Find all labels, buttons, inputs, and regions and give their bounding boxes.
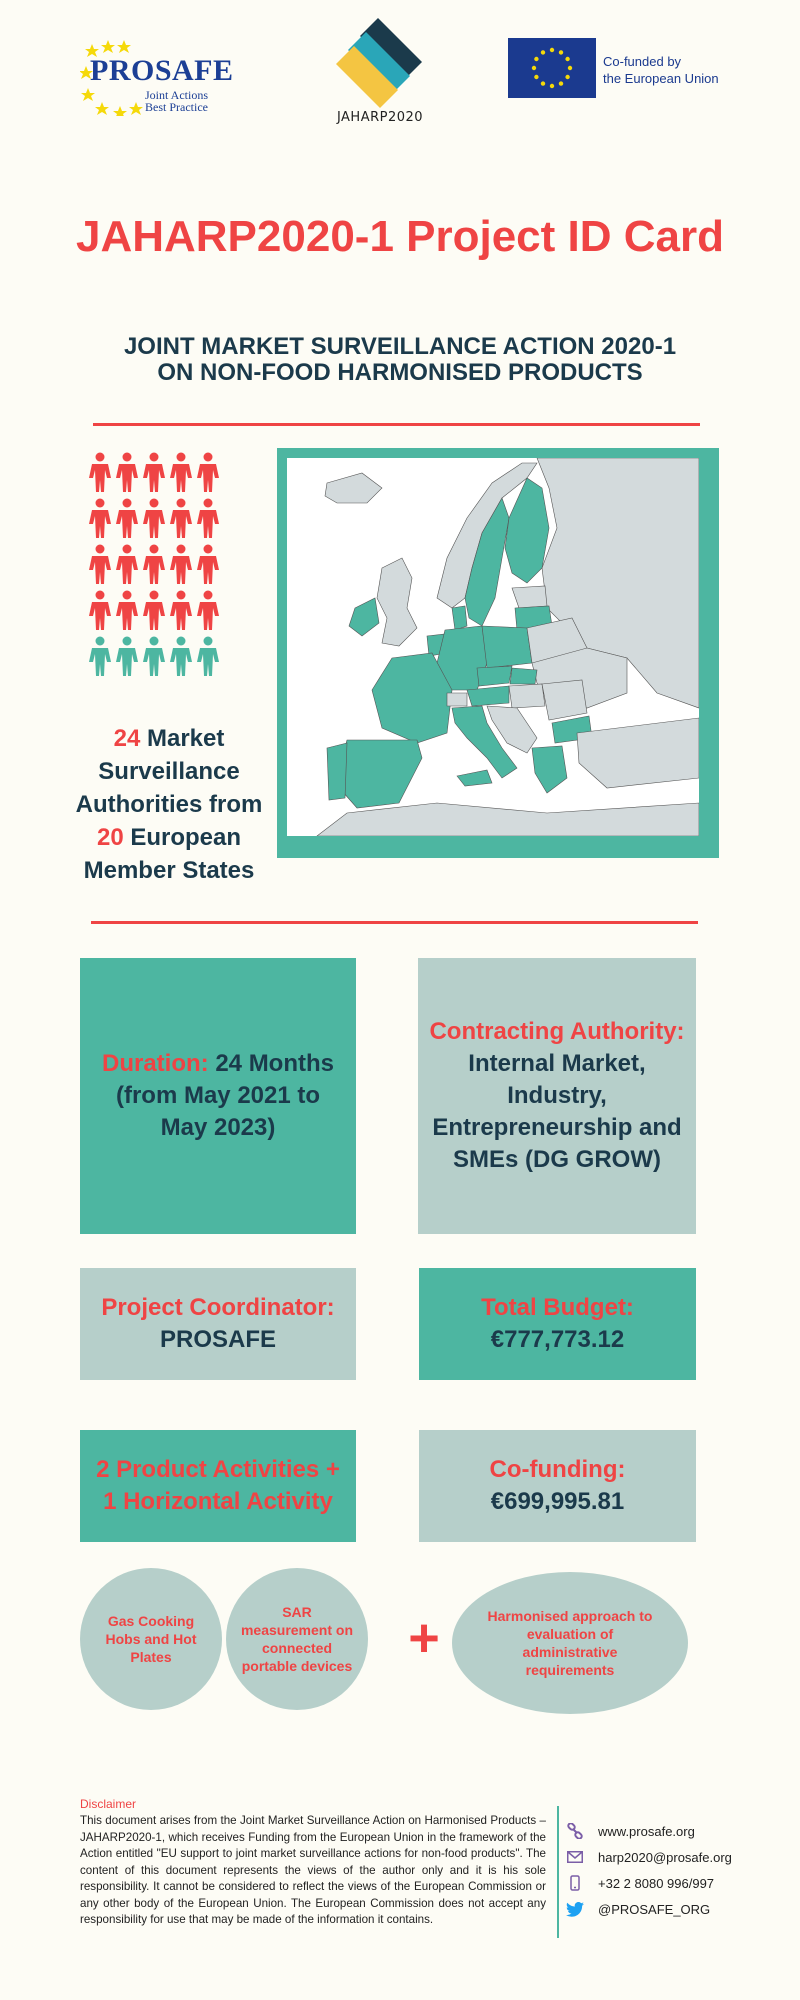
harmonised-approach-bubble: Harmonised approach to evaluation of administrative requirements <box>452 1572 688 1714</box>
project-coordinator-value: PROSAFE <box>159 1326 276 1353</box>
authorities-count: 24 <box>113 725 141 752</box>
duration-value: 24 Months (from May 2021 to May 2023) <box>115 1050 334 1141</box>
person-icon <box>197 453 219 493</box>
envelope-icon <box>566 1848 584 1866</box>
person-icon <box>116 637 138 677</box>
cofunding-value: €699,995.81 <box>490 1488 625 1515</box>
eu-logo <box>508 38 728 102</box>
page-title: JAHARP2020-1 Project ID Card <box>75 212 724 261</box>
jaharp-logo <box>330 18 430 128</box>
person-icon <box>89 545 111 585</box>
people-grid <box>88 452 228 692</box>
contact-phone[interactable] <box>566 1872 714 1894</box>
cofunding-label: Co-funding: <box>489 1456 626 1483</box>
person-icon <box>170 591 192 631</box>
person-icon <box>170 545 192 585</box>
person-icon <box>89 591 111 631</box>
authorities-text <box>66 722 272 887</box>
contact-twitter-text[interactable]: @PROSAFE_ORG <box>598 1901 711 1917</box>
person-icon <box>170 499 192 539</box>
subtitle-line: JOINT MARKET SURVEILLANCE ACTION 2020-1 <box>123 333 677 360</box>
authorities-label: Market Surveillance Authorities from <box>75 725 263 818</box>
person-icon <box>89 637 111 677</box>
prosafe-wordmark: PROSAFE <box>90 54 234 87</box>
person-icon <box>89 499 111 539</box>
person-icon <box>143 545 165 585</box>
prosafe-tagline: Joint Actions <box>145 88 209 102</box>
person-icon <box>170 637 192 677</box>
europe-map-canvas <box>287 458 699 836</box>
jaharp-stripes-icon <box>330 18 430 108</box>
total-budget-value: €777,773.12 <box>490 1326 625 1353</box>
link-icon <box>566 1822 584 1840</box>
eu-cofunded-text: Co-funded by <box>603 54 682 69</box>
gas-cooking-bubble: Gas Cooking Hobs and Hot Plates <box>80 1568 222 1710</box>
contact-email[interactable] <box>566 1846 732 1868</box>
divider-line <box>93 423 700 426</box>
member-states-label: European Member States <box>83 824 255 884</box>
subtitle-line: ON NON-FOOD HARMONISED PRODUCTS <box>157 359 643 386</box>
person-icon <box>197 591 219 631</box>
eu-cofunded-text: the European Union <box>603 71 719 86</box>
person-icon <box>143 453 165 493</box>
eu-flag-icon <box>508 38 596 98</box>
vertical-divider <box>557 1806 559 1938</box>
phone-icon <box>566 1874 584 1892</box>
project-coordinator-box <box>80 1268 356 1380</box>
disclaimer-heading: Disclaimer <box>80 1797 137 1811</box>
contact-website[interactable] <box>566 1820 695 1842</box>
person-icon <box>116 591 138 631</box>
divider-line <box>91 921 698 924</box>
contact-twitter[interactable] <box>566 1898 710 1920</box>
contact-website-text[interactable]: www.prosafe.org <box>598 1823 695 1839</box>
project-coordinator-label: Project Coordinator: <box>101 1294 335 1321</box>
person-icon <box>197 637 219 677</box>
member-states-count: 20 <box>96 824 124 851</box>
sar-measurement-bubble: SAR measurement on connected portable devices <box>226 1568 368 1710</box>
contact-email-text[interactable]: harp2020@prosafe.org <box>598 1849 732 1865</box>
cofunding-box <box>419 1430 696 1542</box>
person-icon <box>143 591 165 631</box>
jaharp-logo-label: JAHARP2020 <box>336 110 424 125</box>
person-icon <box>89 453 111 493</box>
duration-label: Duration: <box>102 1050 209 1077</box>
plus-icon: + <box>408 1608 440 1668</box>
activities-box <box>80 1430 356 1542</box>
person-icon <box>116 545 138 585</box>
prosafe-logo <box>80 38 234 116</box>
activities-label: 2 Product Activities + 1 Horizontal Activity <box>96 1456 340 1515</box>
contracting-authority-label: Contracting Authority: <box>429 1018 685 1045</box>
total-budget-label: Total Budget: <box>481 1294 634 1321</box>
person-icon <box>116 499 138 539</box>
disclaimer-text: This document arises from the Joint Market Surveillance Action on Harmonised Products – JAHARP2020-1, which receives Funding from the European Union in the framework of the Action entitled "EU support to joint market surveillance actions for non-food products". The content of this document represents the views of the author only and it is his sole responsibility. It cannot be considered to reflect the views of the European Commission or any other body of the European Union. The European Commission does not accept any responsibility for use that may be made of the information it contains. <box>80 1814 546 1926</box>
contracting-authority-box <box>418 958 696 1234</box>
europe-map <box>277 448 719 858</box>
duration-box <box>80 958 356 1234</box>
person-icon <box>143 637 165 677</box>
person-icon <box>197 545 219 585</box>
contracting-authority-value: Internal Market, Industry, Entrepreneurship and SMEs (DG GROW) <box>432 1050 682 1173</box>
twitter-icon <box>566 1900 584 1918</box>
prosafe-tagline: Best Practice <box>145 100 208 114</box>
subtitle <box>60 334 740 386</box>
person-icon <box>116 453 138 493</box>
contact-phone-text[interactable]: +32 2 8080 996/997 <box>598 1875 715 1891</box>
person-icon <box>170 453 192 493</box>
person-icon <box>143 499 165 539</box>
person-icon <box>197 499 219 539</box>
total-budget-box <box>419 1268 696 1380</box>
